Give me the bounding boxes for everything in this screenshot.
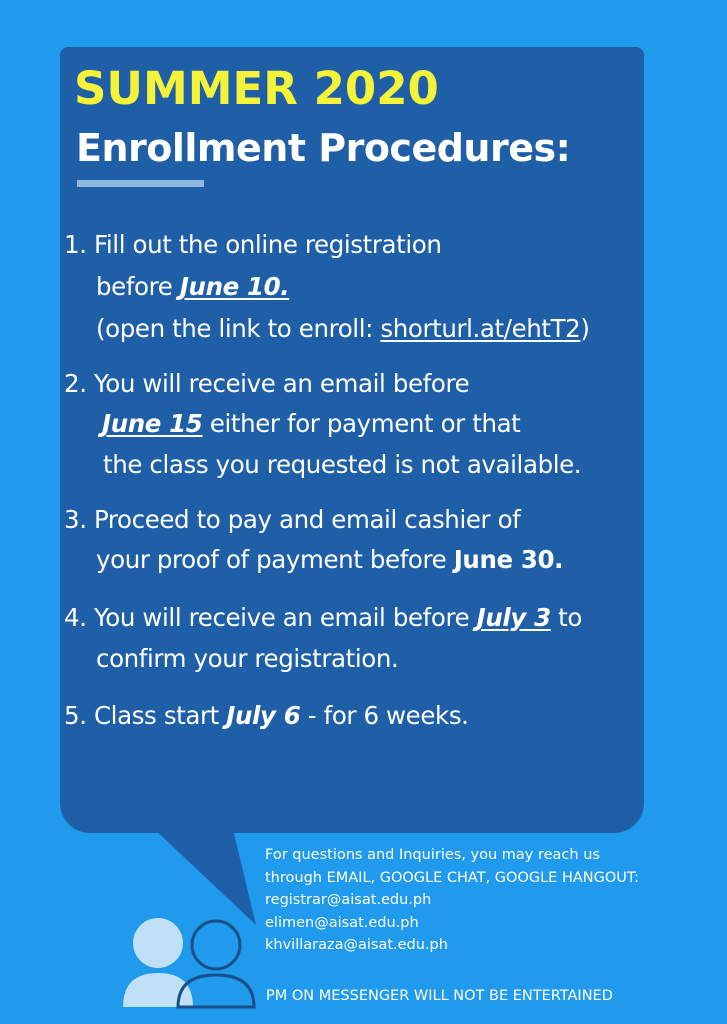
enroll-link[interactable]: shorturl.at/ehtT2: [380, 314, 581, 343]
contact-intro-line-2: through EMAIL, GOOGLE CHAT, GOOGLE HANGOUT:: [265, 869, 640, 886]
email-khvillaraza[interactable]: khvillaraza@aisat.edu.ph: [265, 937, 448, 953]
step-text: Fill out the online registration: [93, 230, 442, 259]
date-june-30: June 30.: [453, 545, 564, 574]
step-1-line-3: [96, 314, 590, 343]
step-text: You will receive an email before: [93, 369, 470, 398]
step-text: (open the link to enroll:: [96, 314, 381, 343]
step-text: the class you requested is not available.: [103, 450, 582, 479]
contact-info: [265, 844, 639, 957]
date-july-3: July 3: [476, 603, 551, 632]
step-4-line-2: [96, 644, 398, 673]
step-number: 2.: [64, 369, 87, 398]
step-text: You will receive an email before: [93, 603, 477, 632]
step-text: either for payment or that: [202, 409, 521, 438]
step-1-line-1: [64, 230, 441, 259]
step-text: before: [96, 272, 180, 301]
step-2-line-1: [64, 369, 469, 398]
step-text: to: [550, 603, 582, 632]
pm-notice: PM ON MESSENGER WILL NOT BE ENTERTAINED: [266, 988, 613, 1004]
step-text: ): [580, 314, 590, 343]
step-text: - for 6 weeks.: [300, 701, 469, 730]
step-2-line-3: [103, 450, 581, 479]
date-june-15: June 15: [102, 409, 203, 438]
step-4-line-1: [64, 603, 582, 632]
step-number: 4.: [64, 603, 87, 632]
date-june-10: June 10.: [179, 272, 290, 301]
email-registrar[interactable]: registrar@aisat.edu.ph: [265, 892, 432, 908]
step-3-line-1: [64, 505, 520, 534]
step-text: confirm your registration.: [96, 644, 399, 673]
step-text: your proof of payment before: [96, 545, 454, 574]
title-summer-2020: SUMMER 2020: [74, 62, 439, 115]
title-enrollment-procedures: Enrollment Procedures:: [76, 126, 571, 170]
email-elimen[interactable]: elimen@aisat.edu.ph: [265, 914, 419, 931]
step-2-line-2: [102, 409, 520, 438]
step-number: 5.: [64, 701, 87, 730]
date-july-6: July 6: [226, 701, 301, 730]
step-number: 1.: [64, 230, 87, 259]
step-3-line-2: [96, 545, 563, 574]
step-1-line-2: [96, 272, 289, 301]
step-number: 3.: [64, 505, 87, 534]
people-icon: [118, 915, 258, 1010]
step-text: Class start: [93, 701, 227, 730]
title-underline-rule: [77, 180, 204, 187]
contact-intro-line-1: For questions and Inquiries, you may reach us: [265, 847, 600, 863]
step-text: Proceed to pay and email cashier of: [93, 505, 521, 534]
step-5-line-1: [64, 701, 469, 730]
